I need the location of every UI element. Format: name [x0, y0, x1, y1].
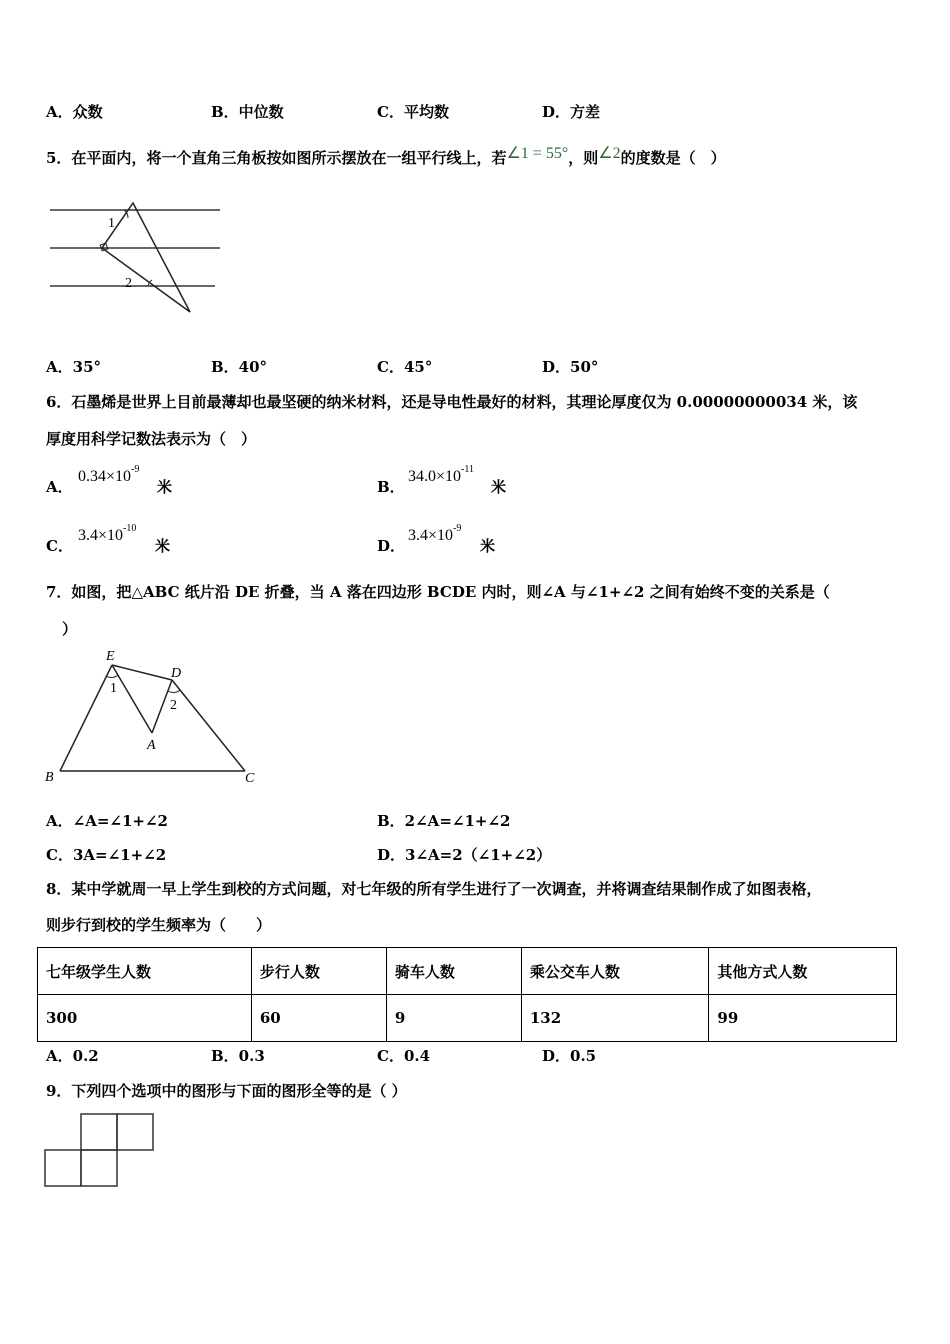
right-triangle [102, 203, 190, 312]
q5-figure [40, 195, 230, 320]
q6-c-exp: -10 [123, 523, 137, 534]
q7-figure [40, 645, 270, 790]
q6-option-c-unit: 米 [155, 537, 171, 555]
q4-option-d: D．方差 [542, 103, 601, 121]
table-cell: 300 [38, 995, 252, 1042]
fig5-label-1: 1 [108, 216, 115, 231]
fig7-label-C: C [245, 771, 255, 786]
table-header-cell: 乘公交车人数 [521, 948, 709, 995]
q6-option-a-label: A． [46, 478, 73, 496]
q7-option-b: B．2∠A=∠1+∠2 [377, 812, 511, 830]
fig7-label-B: B [45, 770, 54, 785]
q5-stem-post: 的度数是（ ） [620, 149, 726, 167]
q5-option-c: C．45° [377, 358, 433, 376]
fig7-label-A: A [147, 738, 156, 753]
fig7-label-2: 2 [170, 698, 177, 713]
square-bottom-1 [45, 1150, 81, 1186]
table-header-cell: 骑车人数 [386, 948, 521, 995]
q6-option-b-value [408, 464, 474, 486]
q6-d-base: 3.4×10 [408, 527, 454, 544]
square-top-1 [81, 1114, 117, 1150]
q6-option-b-label: B． [377, 478, 405, 496]
q6-stem-line2: 厚度用科学记数法表示为（ ） [46, 430, 257, 448]
right-angle-mark [100, 243, 108, 251]
table-cell: 60 [251, 995, 386, 1042]
angle2-arc-fig7 [168, 690, 180, 693]
survey-table [37, 947, 897, 1042]
table-header-cell: 七年级学生人数 [38, 948, 252, 995]
fig7-label-1: 1 [110, 681, 117, 696]
q4-option-a: A．众数 [46, 103, 103, 121]
q5-stem [46, 145, 726, 169]
side-ED [112, 665, 172, 680]
q8-stem-line1: 8．某中学就周一早上学生到校的方式问题，对七年级的所有学生进行了一次调查，并将调查结果制作成了如图表格， [46, 880, 822, 898]
q6-b-base: 34.0×10 [408, 468, 462, 485]
q5-angle2: ∠2 [598, 145, 621, 162]
side-DC [172, 680, 245, 771]
q7-stem-line1: 7．如图，把△ABC 纸片沿 DE 折叠，当 A 落在四边形 BCDE 内时，则∠A 与∠1+∠2 之间有始终不变的关系是（ [46, 583, 830, 601]
q6-d-exp: -9 [453, 523, 462, 534]
q4-option-b: B．中位数 [211, 103, 284, 121]
q7-option-c: C．3A=∠1+∠2 [46, 846, 167, 864]
angle1-arc-fig7 [106, 675, 118, 678]
q6-option-c-value [78, 523, 136, 545]
q6-b-exp: -11 [461, 464, 474, 475]
q6-option-a-value [78, 464, 139, 486]
side-BE [60, 665, 112, 771]
table-cell: 99 [709, 995, 897, 1042]
q9-stem: 9．下列四个选项中的图形与下面的图形全等的是（ ） [46, 1082, 407, 1100]
q8-option-b: B．0.3 [211, 1047, 265, 1065]
q8-option-c: C．0.4 [377, 1047, 431, 1065]
q5-option-b: B．40° [211, 358, 268, 376]
table-header-row [38, 948, 897, 995]
table-cell: 132 [521, 995, 709, 1042]
table-row [38, 995, 897, 1042]
q7-option-a: A．∠A=∠1+∠2 [46, 812, 168, 830]
q4-option-c: C．平均数 [377, 103, 449, 121]
square-top-2 [117, 1114, 153, 1150]
q5-stem-mid: ，则 [568, 149, 599, 167]
fig5-label-2: 2 [125, 276, 132, 291]
fold-DA [152, 680, 172, 733]
q5-option-d: D．50° [542, 358, 599, 376]
q6-option-b-unit: 米 [491, 478, 507, 496]
q9-figure [44, 1112, 159, 1190]
fig7-label-D: D [171, 666, 182, 681]
table-header-cell: 其他方式人数 [709, 948, 897, 995]
q6-option-d-unit: 米 [480, 537, 496, 555]
q6-stem-line1: 6．石墨烯是世界上目前最薄却也最坚硬的纳米材料，还是导电性最好的材料，其理论厚度仅为 0.00000000034 米，该 [46, 393, 858, 411]
q6-option-c-label: C． [46, 537, 73, 555]
table-header-cell: 步行人数 [251, 948, 386, 995]
q8-stem-line2: 则步行到校的学生频率为（ ） [46, 916, 272, 934]
q5-stem-pre: 5．在平面内，将一个直角三角板按如图所示摆放在一组平行线上，若 [46, 149, 507, 167]
q5-option-a: A．35° [46, 358, 102, 376]
q7-stem-line2: ） [62, 620, 78, 638]
square-bottom-2 [81, 1150, 117, 1186]
q8-option-d: D．0.5 [542, 1047, 597, 1065]
q6-a-base: 0.34×10 [78, 468, 132, 485]
q8-option-a: A．0.2 [46, 1047, 99, 1065]
fig7-label-E: E [106, 649, 115, 664]
q7-option-d: D．3∠A=2（∠1+∠2） [377, 846, 552, 864]
q6-c-base: 3.4×10 [78, 527, 124, 544]
q6-option-a-unit: 米 [157, 478, 173, 496]
q6-option-d-label: D． [377, 537, 406, 555]
q5-angle1: ∠1 = 55° [506, 145, 569, 162]
q6-a-exp: -9 [131, 464, 140, 475]
q6-option-d-value [408, 523, 461, 545]
table-cell: 9 [386, 995, 521, 1042]
